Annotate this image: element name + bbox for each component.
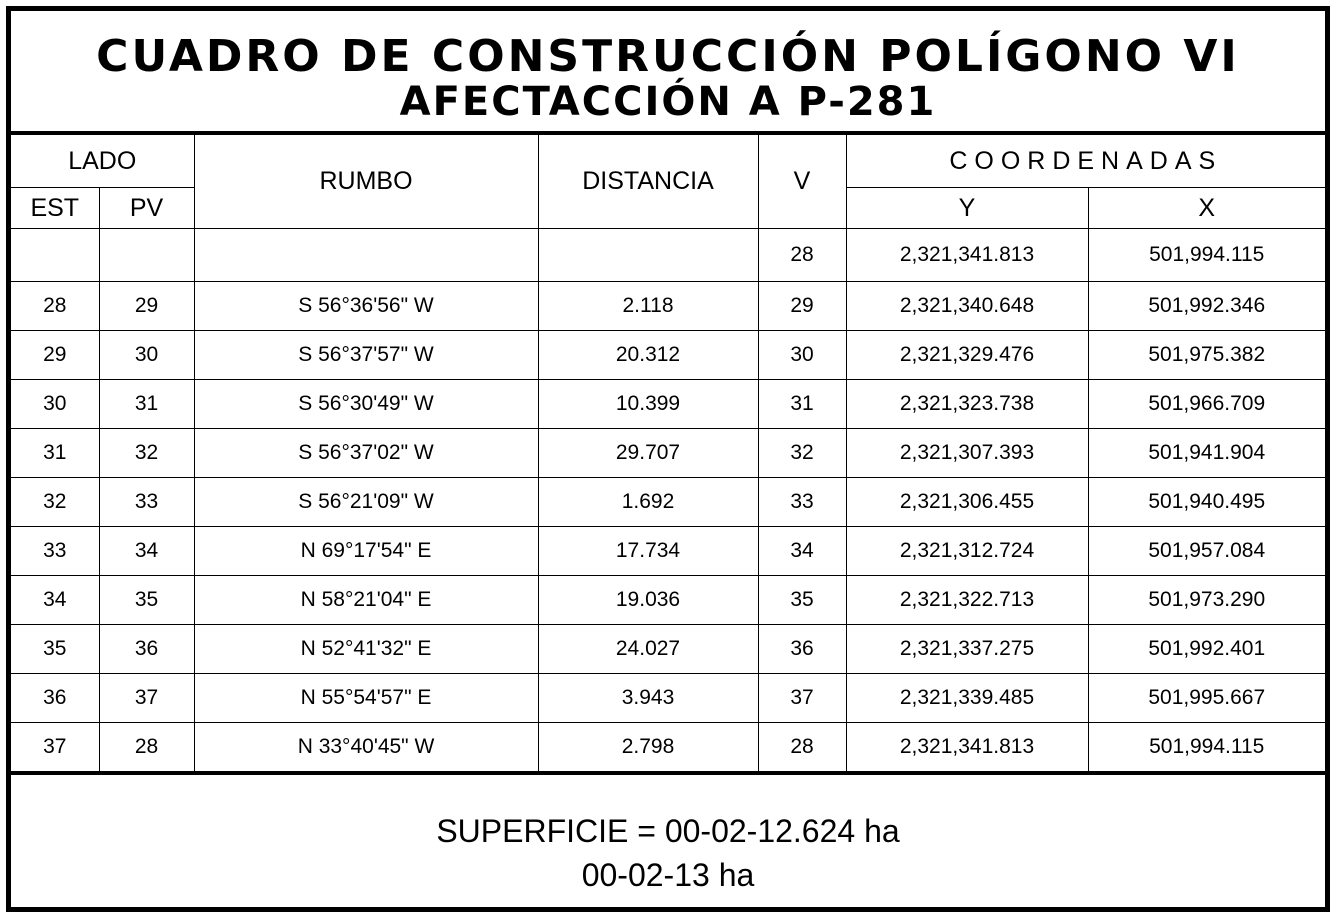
cell-rumbo: S 56°37'57" W	[194, 331, 538, 380]
title-line-1: CUADRO DE CONSTRUCCIÓN POLÍGONO VI	[96, 31, 1240, 82]
cell-distancia: 20.312	[538, 331, 758, 380]
cell-pv: 30	[99, 331, 194, 380]
cell-coord-y: 2,321,322.713	[846, 576, 1088, 625]
surface-summary	[11, 785, 1325, 907]
cell-rumbo: N 33°40'45" W	[194, 723, 538, 774]
cell-vertex: 36	[758, 625, 846, 674]
cell-vertex: 28	[758, 723, 846, 774]
header-y: Y	[846, 188, 1088, 229]
cell-est: 35	[11, 625, 99, 674]
cell-rumbo: N 55°54'57" E	[194, 674, 538, 723]
cell-pv: 33	[99, 478, 194, 527]
cell-vertex: 29	[758, 282, 846, 331]
cell-distancia: 3.943	[538, 674, 758, 723]
cell-rumbo: N 69°17'54" E	[194, 527, 538, 576]
cell-rumbo: N 52°41'32" E	[194, 625, 538, 674]
table-row	[11, 380, 1325, 429]
header-rumbo: RUMBO	[194, 135, 538, 229]
cell-distancia: 2.798	[538, 723, 758, 774]
table-row	[11, 229, 1325, 282]
cell-distancia: 1.692	[538, 478, 758, 527]
cell-coord-x: 501,973.290	[1088, 576, 1325, 625]
cell-est: 28	[11, 282, 99, 331]
table-body	[11, 229, 1325, 774]
table-row	[11, 527, 1325, 576]
header-lado: LADO	[11, 135, 194, 188]
cell-rumbo: S 56°36'56" W	[194, 282, 538, 331]
cell-pv: 31	[99, 380, 194, 429]
table-row	[11, 429, 1325, 478]
cell-pv: 34	[99, 527, 194, 576]
cell-coord-y: 2,321,323.738	[846, 380, 1088, 429]
cell-rumbo: S 56°21'09" W	[194, 478, 538, 527]
cell-pv	[99, 229, 194, 282]
table-title	[11, 11, 1325, 135]
cell-coord-y: 2,321,341.813	[846, 229, 1088, 282]
table-row	[11, 576, 1325, 625]
cell-pv: 35	[99, 576, 194, 625]
cell-vertex: 30	[758, 331, 846, 380]
cell-pv: 29	[99, 282, 194, 331]
table-row	[11, 282, 1325, 331]
cell-est: 33	[11, 527, 99, 576]
cell-est: 37	[11, 723, 99, 774]
cell-coord-x: 501,994.115	[1088, 723, 1325, 774]
header-coordenadas: COORDENADAS	[846, 135, 1325, 188]
cell-est: 29	[11, 331, 99, 380]
table-row	[11, 331, 1325, 380]
cell-coord-x: 501,966.709	[1088, 380, 1325, 429]
cell-rumbo: N 58°21'04" E	[194, 576, 538, 625]
cell-est: 32	[11, 478, 99, 527]
cell-rumbo: S 56°37'02" W	[194, 429, 538, 478]
construction-table	[11, 135, 1325, 775]
cell-coord-x: 501,975.382	[1088, 331, 1325, 380]
cell-coord-x: 501,940.495	[1088, 478, 1325, 527]
cell-distancia	[538, 229, 758, 282]
cell-est: 34	[11, 576, 99, 625]
table-row	[11, 625, 1325, 674]
header-v: V	[758, 135, 846, 229]
cell-coord-x: 501,995.667	[1088, 674, 1325, 723]
cell-coord-y: 2,321,329.476	[846, 331, 1088, 380]
cell-coord-y: 2,321,312.724	[846, 527, 1088, 576]
table-row	[11, 674, 1325, 723]
superficie-text: SUPERFICIE = 00-02-12.624 ha	[436, 813, 900, 849]
cell-coord-y: 2,321,341.813	[846, 723, 1088, 774]
header-x: X	[1088, 188, 1325, 229]
cell-distancia: 2.118	[538, 282, 758, 331]
cell-distancia: 24.027	[538, 625, 758, 674]
cell-vertex: 33	[758, 478, 846, 527]
cell-vertex: 31	[758, 380, 846, 429]
cell-pv: 32	[99, 429, 194, 478]
header-est: EST	[11, 188, 99, 229]
cell-pv: 37	[99, 674, 194, 723]
cell-pv: 36	[99, 625, 194, 674]
cell-coord-x: 501,941.904	[1088, 429, 1325, 478]
cell-distancia: 10.399	[538, 380, 758, 429]
title-line-2: AFECTACCIÓN A P-281	[399, 79, 937, 125]
cell-est: 31	[11, 429, 99, 478]
header-pv: PV	[99, 188, 194, 229]
cell-coord-x: 501,992.401	[1088, 625, 1325, 674]
superficie-rounded-text: 00-02-13 ha	[581, 857, 755, 893]
cell-coord-y: 2,321,306.455	[846, 478, 1088, 527]
construction-table-frame	[6, 6, 1330, 912]
table-row	[11, 723, 1325, 774]
cell-rumbo: S 56°30'49" W	[194, 380, 538, 429]
cell-est	[11, 229, 99, 282]
cell-vertex: 28	[758, 229, 846, 282]
cell-pv: 28	[99, 723, 194, 774]
cell-distancia: 19.036	[538, 576, 758, 625]
cell-coord-y: 2,321,340.648	[846, 282, 1088, 331]
cell-vertex: 35	[758, 576, 846, 625]
cell-rumbo	[194, 229, 538, 282]
cell-distancia: 29.707	[538, 429, 758, 478]
cell-vertex: 37	[758, 674, 846, 723]
header-distancia: DISTANCIA	[538, 135, 758, 229]
cell-est: 30	[11, 380, 99, 429]
cell-est: 36	[11, 674, 99, 723]
cell-vertex: 32	[758, 429, 846, 478]
cell-coord-x: 501,994.115	[1088, 229, 1325, 282]
cell-coord-x: 501,992.346	[1088, 282, 1325, 331]
cell-distancia: 17.734	[538, 527, 758, 576]
cell-coord-y: 2,321,337.275	[846, 625, 1088, 674]
table-row	[11, 478, 1325, 527]
cell-coord-x: 501,957.084	[1088, 527, 1325, 576]
cell-coord-y: 2,321,339.485	[846, 674, 1088, 723]
cell-coord-y: 2,321,307.393	[846, 429, 1088, 478]
cell-vertex: 34	[758, 527, 846, 576]
